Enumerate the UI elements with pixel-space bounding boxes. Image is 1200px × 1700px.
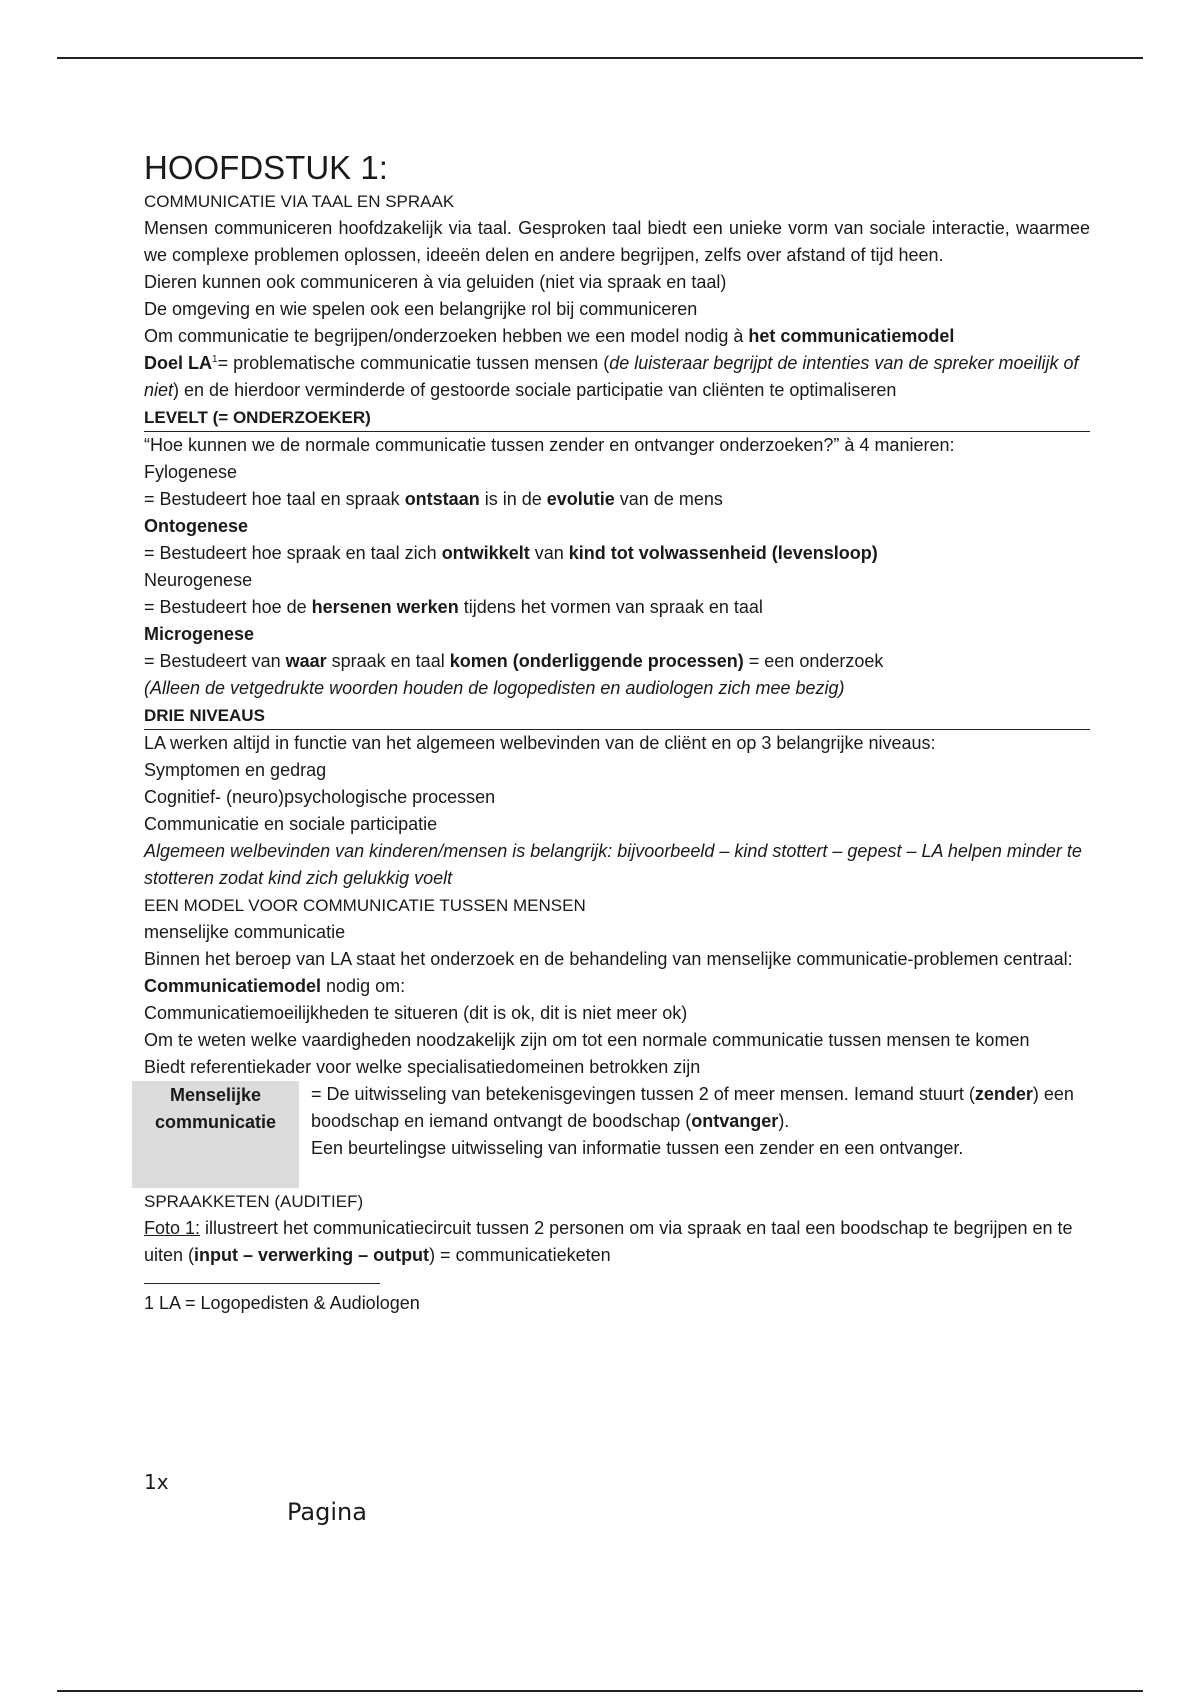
text: ).	[778, 1111, 790, 1131]
footnote: 1 LA = Logopedisten & Audiologen	[144, 1293, 420, 1313]
doel-text: = problematische communicatie tussen mensen (	[217, 353, 610, 373]
doel-paragraph	[144, 350, 1090, 404]
document-body	[144, 148, 1090, 1317]
text: is in de	[479, 489, 547, 509]
text: Menselijke	[169, 1085, 262, 1105]
text: ) = communicatieketen	[429, 1245, 611, 1265]
environment-line: De omgeving en wie spelen ook een belangrijke rol bij communiceren	[144, 299, 698, 319]
doel-label: Doel LA	[144, 353, 213, 373]
definition-text	[299, 1081, 1090, 1188]
text: Een beurtelingse uitwisseling van informatie tussen een zender en een ontvanger.	[311, 1138, 964, 1158]
text: van de mens	[614, 489, 723, 509]
text: = Bestudeert hoe spraak en taal zich	[144, 543, 442, 563]
text: = een onderzoek	[743, 651, 884, 671]
model-line	[144, 323, 1090, 350]
model-item: Biedt referentiekader voor welke specialisatiedomeinen betrokken zijn	[144, 1057, 701, 1077]
niveau-item: Cognitief- (neuro)psychologische processen	[144, 787, 496, 807]
header-rule	[57, 57, 1143, 59]
levelt-question: “Hoe kunnen we de normale communicatie tussen zender en ontvanger onderzoeken?” à 4 manieren:	[144, 435, 955, 455]
niveaus-note: Algemeen welbevinden van kinderen/mensen is belangrijk: bijvoorbeeld – kind stottert – gepest – LA helpen minder te stotteren zodat kind zich gelukkig voelt	[144, 841, 1082, 888]
text: zender	[974, 1084, 1033, 1104]
model-item: Om te weten welke vaardigheden noodzakelijk zijn om tot een normale communicatie tussen mensen te komen	[144, 1030, 1030, 1050]
model-line-text: Om communicatie te begrijpen/onderzoeken hebben we een model nodig à	[144, 326, 749, 346]
text: tijdens het vormen van spraak en taal	[458, 597, 763, 617]
model-nodig-line	[144, 973, 1090, 1000]
levelt-heading: LEVELT (= ONDERZOEKER)	[144, 404, 1090, 432]
text: waar	[285, 651, 327, 671]
text: = Bestudeert hoe taal en spraak	[144, 489, 405, 509]
section-subtitle: COMMUNICATIE VIA TAAL EN SPRAAK	[144, 192, 455, 211]
text: communicatie	[154, 1112, 277, 1132]
text: Communicatiemodel	[144, 976, 322, 996]
model-subheading: menselijke communicatie	[144, 922, 346, 942]
neurogenese-title: Neurogenese	[144, 570, 253, 590]
niveau-item: Symptomen en gedrag	[144, 760, 327, 780]
model-paragraph: Binnen het beroep van LA staat het onderzoek en de behandeling van menselijke communicatie-problemen centraal:	[144, 949, 1073, 969]
text: kind tot volwassenheid (levensloop)	[568, 543, 878, 563]
page-label: Pagina	[287, 1498, 367, 1526]
niveau-item: Communicatie en sociale participatie	[144, 814, 438, 834]
text: = Bestudeert van	[144, 651, 286, 671]
footer-rule	[57, 1690, 1143, 1692]
definition-term	[132, 1081, 299, 1188]
text: nodig om:	[321, 976, 406, 996]
niveaus-intro: LA werken altijd in functie van het algemeen welbevinden van de cliënt en op 3 belangrijke niveaus:	[144, 733, 936, 753]
text: komen (onderliggende processen)	[449, 651, 744, 671]
text: hersenen werken	[311, 597, 459, 617]
text: = Bestudeert hoe de	[144, 597, 312, 617]
neurogenese-definition	[144, 594, 1090, 621]
fylogenese-title: Fylogenese	[144, 462, 238, 482]
text: ontwikkelt	[441, 543, 530, 563]
text: van	[529, 543, 569, 563]
spraakketen-paragraph	[144, 1215, 1090, 1269]
definition-table	[144, 1081, 1090, 1188]
levelt-note: (Alleen de vetgedrukte woorden houden de logopedisten en audiologen zich mee bezig)	[144, 678, 845, 698]
text: ontvanger	[691, 1111, 779, 1131]
text: illustreert het communicatiecircuit tussen 2 personen om via spraak en taal een boodschap te begrijpen en te uiten (	[144, 1218, 1073, 1265]
intro-paragraph: Mensen communiceren hoofdzakelijk via taal. Gesproken taal biedt een unieke vorm van sociale interactie, waarmee we complexe problemen oplossen, ideeën delen en andere begrijpen, zelfs over afstand of tijd heen.	[144, 218, 1090, 265]
microgenese-definition	[144, 648, 1090, 675]
footnote-separator	[144, 1283, 380, 1284]
text: ) een boodschap en iemand ontvangt de boodschap (	[311, 1084, 1074, 1131]
text: = De uitwisseling van betekenisgevingen tussen 2 of meer mensen. Iemand stuurt (	[311, 1084, 975, 1104]
model-heading: EEN MODEL VOOR COMMUNICATIE TUSSEN MENSEN	[144, 896, 586, 915]
animals-line: Dieren kunnen ook communiceren à via geluiden (niet via spraak en taal)	[144, 272, 727, 292]
page-number: 1x	[144, 1470, 169, 1494]
model-item: Communicatiemoeilijkheden te situeren (dit is ok, dit is niet meer ok)	[144, 1003, 688, 1023]
text: spraak en taal	[326, 651, 450, 671]
doel-italic: de luisteraar begrijpt de intenties van de spreker moeilijk of niet	[144, 353, 1079, 400]
niveaus-heading: DRIE NIVEAUS	[144, 702, 1090, 730]
ontogenese-definition	[144, 540, 1090, 567]
text: input – verwerking – output	[194, 1245, 430, 1265]
model-line-bold: het communicatiemodel	[748, 326, 955, 346]
fylogenese-definition	[144, 486, 1090, 513]
chapter-title: HOOFDSTUK 1:	[144, 149, 388, 186]
spraakketen-heading: SPRAAKKETEN (AUDITIEF)	[144, 1192, 364, 1211]
text: evolutie	[546, 489, 615, 509]
microgenese-title: Microgenese	[144, 624, 255, 644]
text: ontstaan	[404, 489, 480, 509]
text: Foto 1:	[144, 1218, 201, 1238]
doel-text-end: ) en de hierdoor verminderde of gestoorde sociale participatie van cliënten te optimaliseren	[173, 380, 897, 400]
ontogenese-title: Ontogenese	[144, 516, 249, 536]
footnote-ref: 1	[212, 354, 218, 365]
